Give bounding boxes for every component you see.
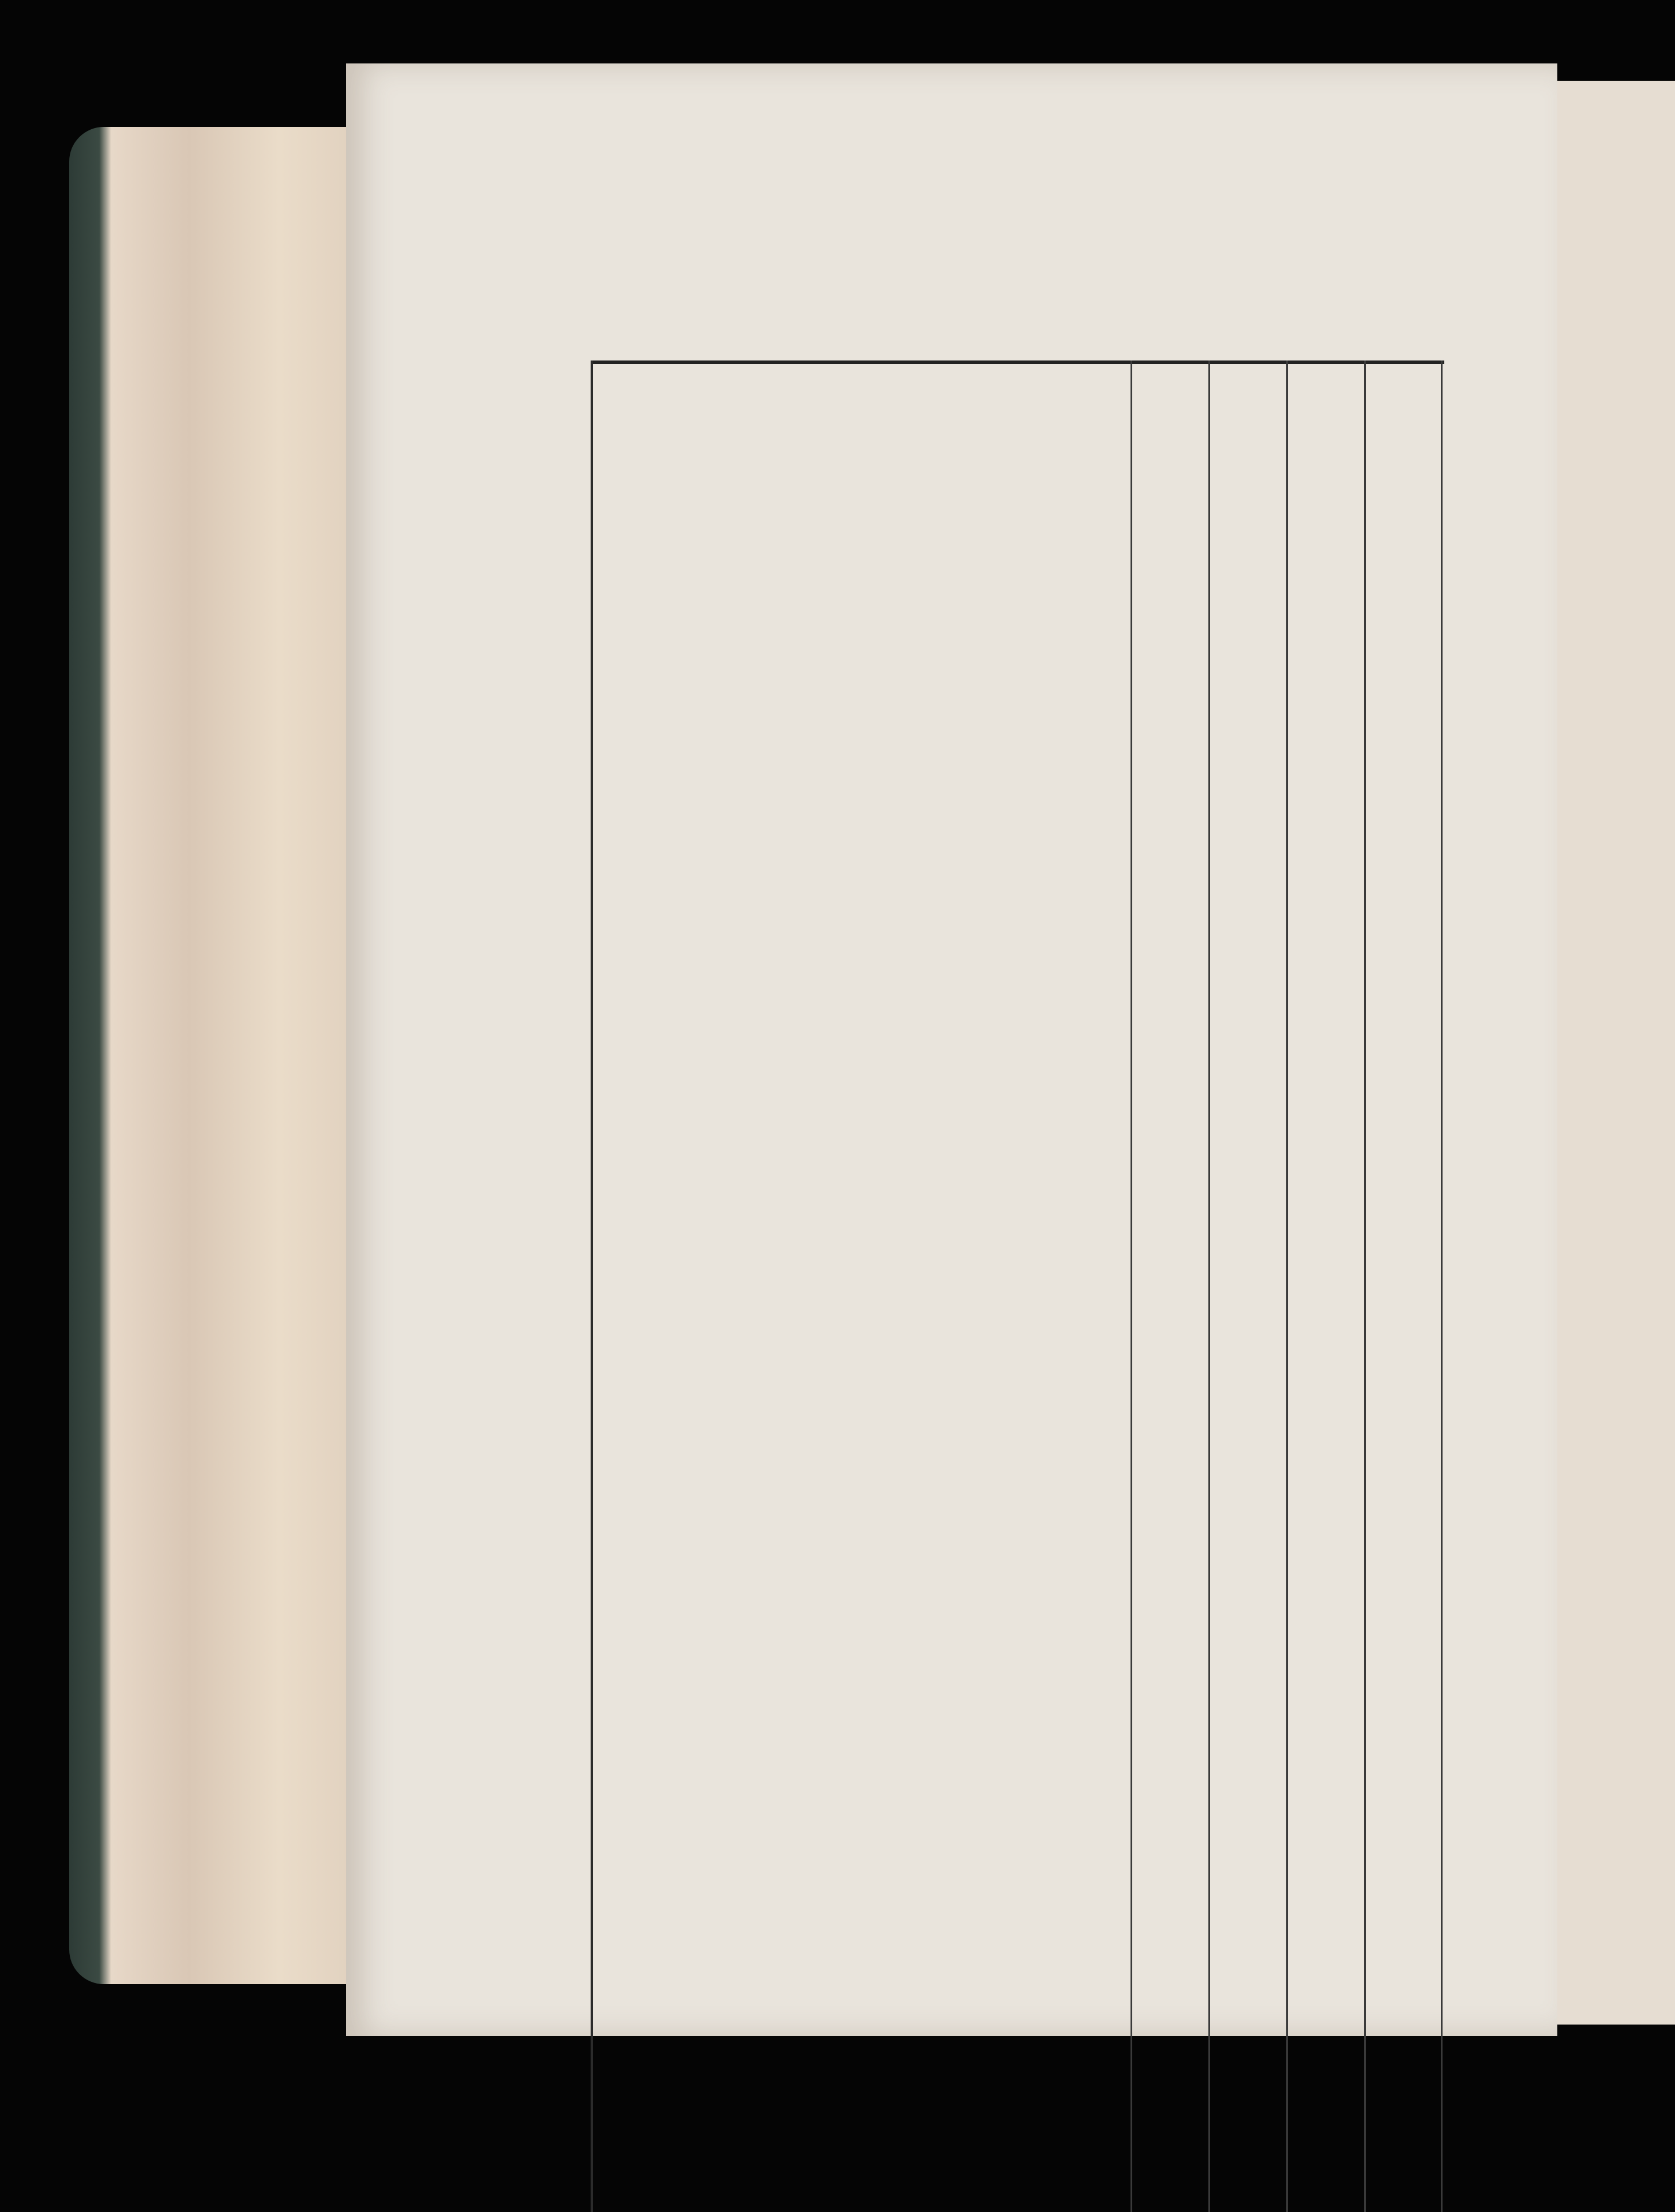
table-top-rule: [591, 360, 1444, 2210]
book-edge: [69, 127, 369, 1984]
column-divider: [1364, 360, 1366, 2212]
column-divider: [1208, 360, 1210, 2212]
column-divider: [1131, 360, 1132, 2212]
column-divider: [1441, 360, 1443, 2212]
facing-page: [1557, 81, 1675, 2025]
table-left-rule: [591, 360, 593, 2212]
column-divider: [1286, 360, 1288, 2212]
